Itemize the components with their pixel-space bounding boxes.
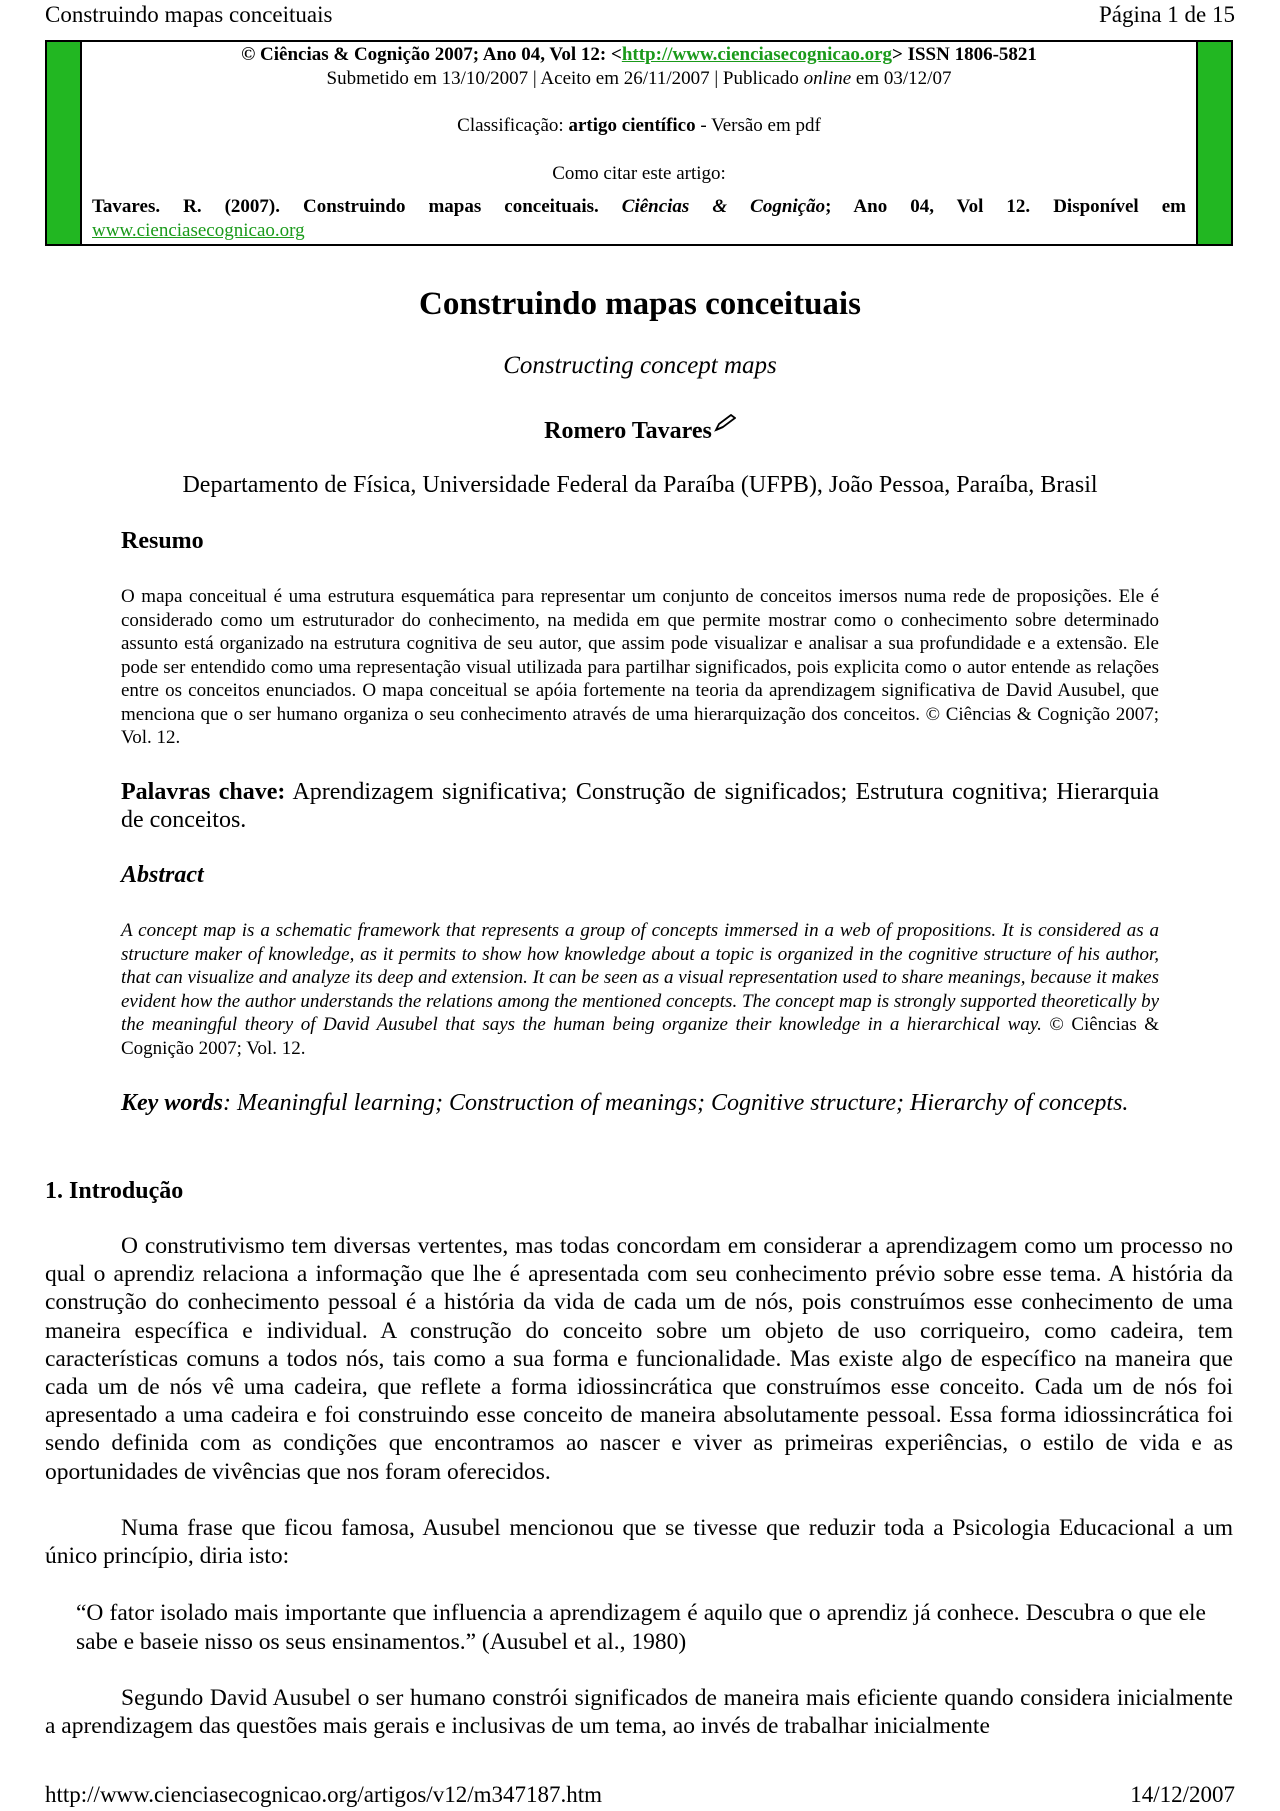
resumo-heading: Resumo (121, 528, 204, 554)
right-green-bar (1196, 42, 1231, 244)
abstract-keywords: Key words: Meaningful learning; Construction of meanings; Cognitive structure; Hierarchy of concepts. (121, 1090, 1129, 1116)
abstract-text: A concept map is a schematic framework that represents a group of concepts immersed in a web of propositions. It is considered as a structure maker of knowledge, as it permits to show how knowledge about a topic is organized in the cognitive structure of his author, that can visualize and analyze its deep and extension. It can be seen as a visual representation used to share meanings, because it makes evident how the author understands the relations among the mentioned concepts. The concept map is strongly supported theoretically by the meaningful theory of David Ausubel that says the human being organize their knowledge in a hierarchical way. © Ciências & Cognição 2007; Vol. 12. (121, 920, 1160, 1059)
publication-dates: Submetido em 13/10/2007 | Aceito em 26/11/2007 | Publicado online em 03/12/07 (326, 68, 952, 89)
footer-date: 14/12/2007 (1130, 1782, 1235, 1807)
cite-prompt: Como citar este artigo: (552, 163, 726, 184)
header-title: Construindo mapas conceituais (45, 2, 333, 27)
journal-info-box (45, 40, 1233, 246)
footer-url[interactable]: http://www.cienciasecognicao.org/artigos/v12/m347187.htm (45, 1782, 603, 1807)
article-title: Construindo mapas conceituais (419, 286, 861, 322)
abstract-heading: Abstract (121, 862, 204, 888)
author-name: Romero Tavares (544, 418, 712, 444)
author-line (0, 412, 1280, 445)
article-subtitle: Constructing concept maps (503, 352, 777, 379)
intro-paragraph-3: Segundo David Ausubel o ser humano constrói significados de maneira mais eficiente quando considera inicialmente a aprendizagem das questões mais gerais e inclusivas de um tema, ao invés de trabalhar inicialmente (45, 1685, 1233, 1740)
resumo-text: O mapa conceitual é uma estrutura esquemática para representar um conjunto de conceitos imersos numa rede de proposições. Ele é considerado como um estruturador do conhecimento, na medida em que permite mostrar como o conhecimento sobre determinado assunto está organizado na estrutura cognitiva de seu autor, que assim pode visualizar e analisar a sua profundidade e a extensão. Ele pode ser entendido como uma representação visual utilizada para partilhar significados, pois explicita como o autor entende as relações entre os conceitos enunciados. O mapa conceitual se apóia fortemente na teoria da aprendizagem significativa de David Ausubel, que menciona que o ser humano organiza o seu conhecimento através de uma hierarquização dos conceitos. © Ciências & Cognição 2007; Vol. 12. (121, 586, 1159, 748)
journal-site-link[interactable]: http://www.cienciasecognicao.org (621, 44, 893, 65)
introduction-heading: 1. Introdução (45, 1178, 184, 1204)
page-header (45, 2, 1235, 30)
intro-paragraph-1: O construtivismo tem diversas vertentes, mas todas concordam em considerar a aprendizagem como um processo no qual o aprendiz relaciona a informação que lhe é apresentada com seu conhecimento prévio sobre esse tema. A história da construção do conhecimento pessoal é a história da vida de cada um de nós, pois construímos esse conhecimento de uma maneira específica e individual. A construção do conceito sobre um objeto de uso corriqueiro, como cadeira, tem características comuns a todos nós, tais como a sua forma e funcionalidade. Mas existe algo de específico na maneira que cada um de nós vê uma cadeira, que reflete a forma idiossincrática que construímos esse conceito. Cada um de nós foi apresentado a uma cadeira e foi construindo esse conceito de maneira absolutamente pessoal. Essa forma idiossincrática foi sendo definida com as condições que encontramos ao nascer e viver as primeiras experiências, o estilo de vida e as oportunidades de vivências que nos foram oferecidos. (45, 1233, 1233, 1485)
cite-link[interactable]: www.cienciasecognicao.org (92, 220, 305, 241)
cite-reference: Tavares. R. (2007). Construindo mapas conceituais. Ciências & Cognição; Ano 04, Vol 12. Disponível em (92, 196, 1186, 217)
intro-paragraph-2: Numa frase que ficou famosa, Ausubel mencionou que se tivesse que reduzir toda a Psicologia Educacional a um único princípio, diria isto: (45, 1515, 1233, 1570)
page-number: Página 1 de 15 (1098, 2, 1235, 27)
ausubel-quote: “O fator isolado mais importante que influencia a aprendizagem é aquilo que o aprendiz já conhece. Descubra o que ele sabe e baseie nisso os seus ensinamentos.” (Ausubel et al., 1980) (76, 1600, 1206, 1655)
pen-icon[interactable] (714, 412, 736, 439)
resumo-keywords: Palavras chave: Aprendizagem significativa; Construção de significados; Estrutura cognitiva; Hierarquia de conceitos. (121, 779, 1159, 833)
journal-citation: © Ciências & Cognição 2007; Ano 04, Vol 12: <http://www.cienciasecognicao.org> ISSN 1806-5821 (241, 44, 1037, 65)
author-affiliation: Departamento de Física, Universidade Federal da Paraíba (UFPB), João Pessoa, Paraíba, Brasil (182, 472, 1098, 498)
classification: Classificação: artigo científico - Versão em pdf (457, 115, 821, 136)
left-green-bar (47, 42, 82, 244)
